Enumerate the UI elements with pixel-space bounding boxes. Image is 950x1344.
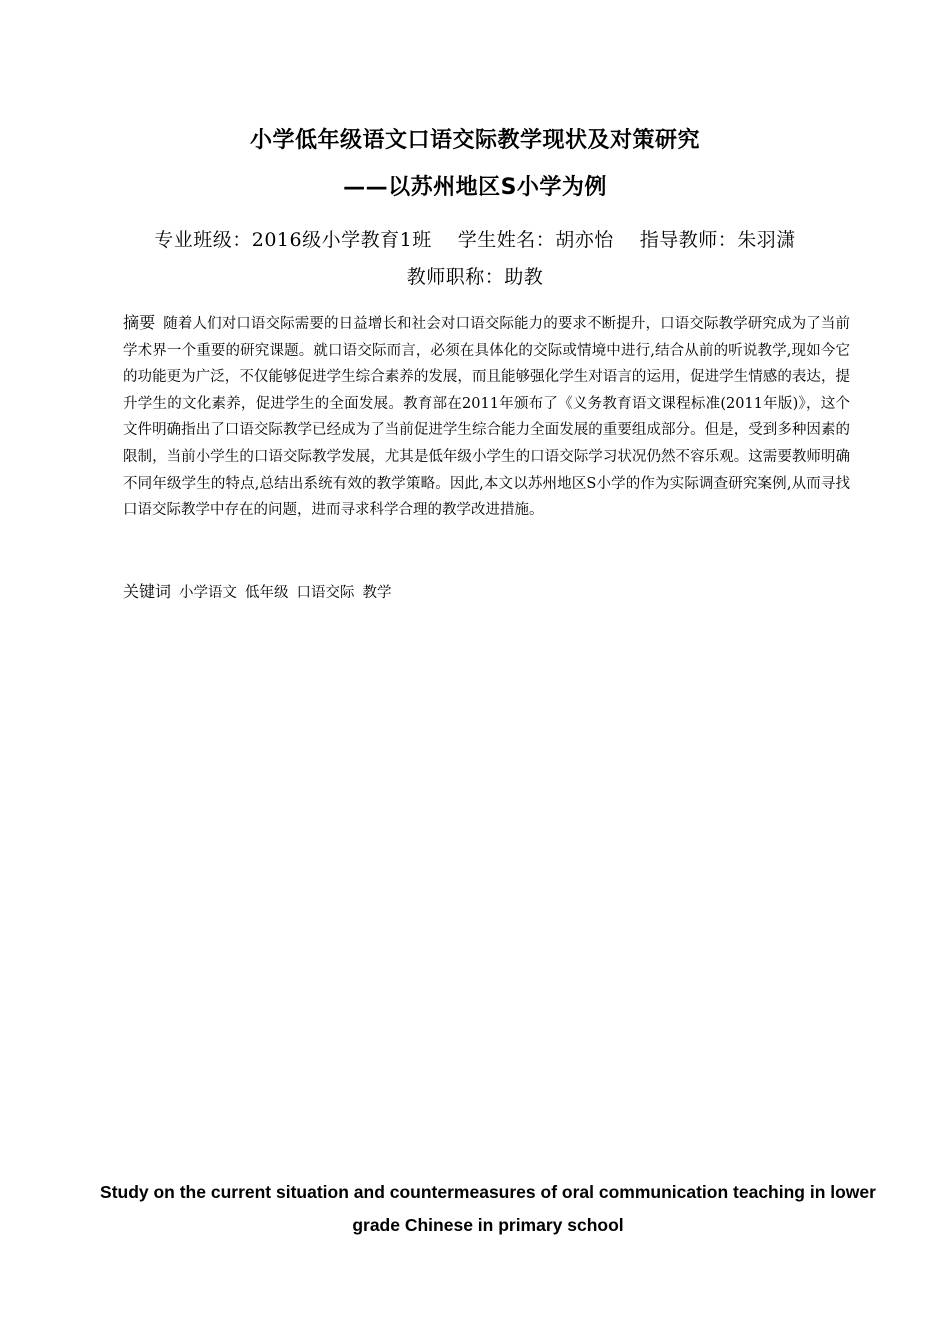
abstract-label: 摘要: [123, 313, 156, 332]
advisor-name: 指导教师：朱羽潇: [639, 229, 796, 251]
student-name: 学生姓名：胡亦怡: [457, 229, 614, 251]
advisor-title: 教师职称：助教: [406, 266, 544, 288]
paper-subtitle: ——以苏州地区S小学为例: [343, 175, 607, 200]
abstract-section: [123, 310, 850, 524]
keywords-section: [123, 578, 850, 607]
keyword-item: 口语交际: [296, 585, 355, 601]
keyword-item: 低年级: [245, 585, 289, 601]
keyword-item: 小学语文: [179, 585, 238, 601]
keywords-label: 关键词: [123, 582, 172, 601]
abstract-text: 随着人们对口语交际需要的日益增长和社会对口语交际能力的要求不断提升，口语交际教学研究成为了当前学术界一个重要的研究课题。就口语交际而言，必须在具体化的交际或情境中进行,结合从前的听说教学,现如今它的功能更为广泛，不仅能够促进学生综合素养的发展，而且能够强化学生对语言的运用，促进学生情感的表达，提升学生的文化素养，促进学生的全面发展。教育部在2011年颁布了《义务教育语文课程标准(2011年版)》，这个文件明确指出了口语交际教学已经成为了当前促进学生综合能力全面发展的重要组成部分。但是，受到多种因素的限制，当前小学生的口语交际教学发展，尤其是低年级小学生的口语交际学习状况仍然不容乐观。这需要教师明确不同年级学生的特点,总结出系统有效的教学策略。因此,本文以苏州地区S小学的作为实际调查研究案例,从而寻找口语交际教学中存在的问题，进而寻求科学合理的教学改进措施。: [123, 316, 850, 519]
keyword-item: 教学: [362, 585, 392, 601]
advisor-title-line: [0, 262, 950, 292]
author-info-line: [0, 225, 950, 255]
major-class: 专业班级：2016级小学教育1班: [154, 229, 432, 251]
paper-title: 小学低年级语文口语交际教学现状及对策研究: [249, 128, 700, 153]
english-title: Study on the current situation and countermeasures of oral communication teaching in lower grade Chinese in primary school: [100, 1182, 876, 1235]
